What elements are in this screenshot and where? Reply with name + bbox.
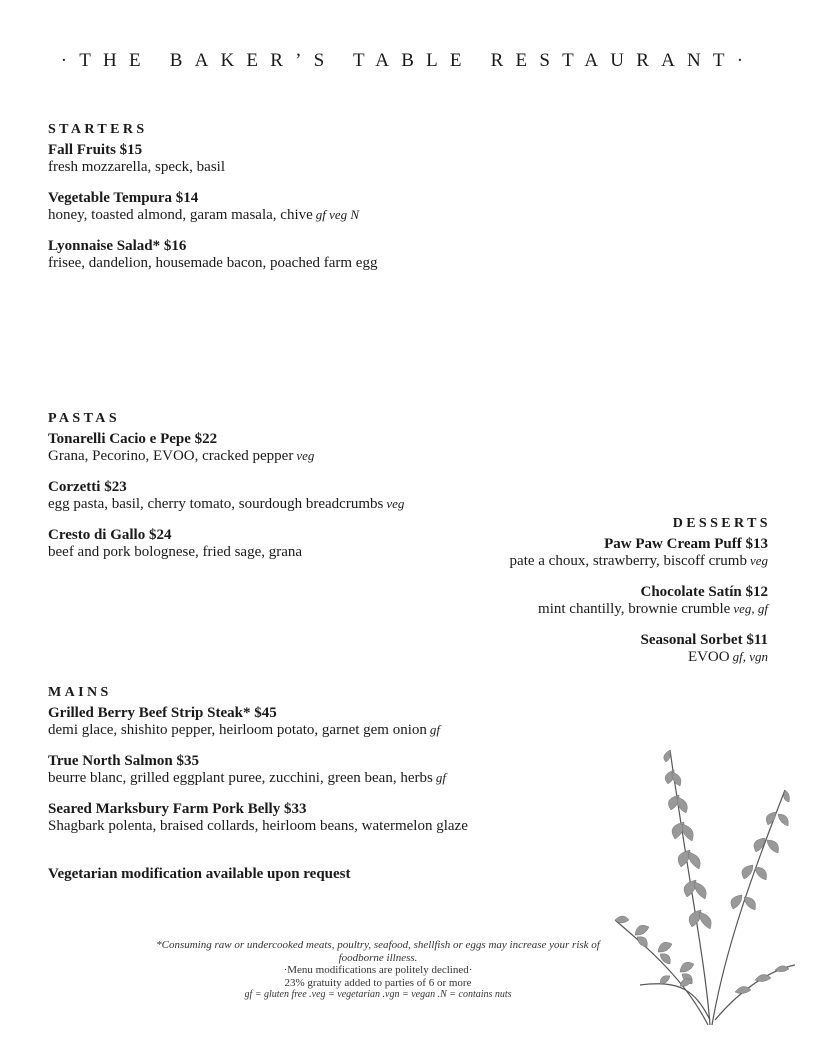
mains-heading: MAINS [48, 685, 112, 700]
item-desc: egg pasta, basil, cherry tomato, sourdough breadcrumbs veg [48, 496, 405, 512]
item-desc: beurre blanc, grilled eggplant puree, zucchini, green bean, herbs gf [48, 770, 446, 786]
item-desc: Grana, Pecorino, EVOO, cracked pepper veg [48, 448, 315, 464]
item-name: Grilled Berry Beef Strip Steak* $45 [48, 705, 277, 721]
menu-item [48, 479, 404, 512]
menu-item [48, 190, 380, 223]
item-name: Lyonnaise Salad* $16 [48, 238, 187, 254]
item-name: Corzetti $23 [48, 479, 127, 495]
item-name: True North Salmon $35 [48, 753, 199, 769]
restaurant-title: ·THE BAKER’S TABLE RESTAURANT· [60, 50, 756, 71]
item-desc: frisee, dandelion, housemade bacon, poached farm egg [48, 255, 378, 271]
fern-illustration [600, 730, 796, 1030]
dietary-tags: gf [435, 770, 446, 785]
item-name: Paw Paw Cream Puff $13 [604, 536, 768, 552]
starters-heading: STARTERS [48, 122, 148, 137]
dietary-tags: gf veg N [315, 207, 360, 222]
item-name: Tonarelli Cacio e Pepe $22 [48, 431, 218, 447]
item-desc: fresh mozzarella, speck, basil [48, 159, 226, 175]
footer [150, 939, 606, 1002]
menu-item [48, 705, 471, 738]
dietary-tags: veg [296, 448, 315, 463]
item-desc: demi glace, shishito pepper, heirloom potato, garnet gem onion gf [48, 722, 441, 738]
food-safety-warning: *Consuming raw or undercooked meats, poultry, seafood, shellfish or eggs may increase your risk of foodborne illness. [156, 939, 600, 964]
dietary-legend: gf = gluten free .veg = vegetarian .vgn = vegan .N = contains nuts [244, 989, 512, 1001]
desserts-heading: DESSERTS [672, 516, 771, 531]
menu-item [48, 142, 380, 175]
item-name: Seared Marksbury Farm Pork Belly $33 [48, 801, 307, 817]
modifications-policy: ·Menu modifications are politely declined· [283, 964, 473, 977]
item-name: Seasonal Sorbet $11 [640, 632, 768, 648]
dietary-tags: veg [749, 553, 768, 568]
item-name: Cresto di Gallo $24 [48, 527, 172, 543]
menu-item [48, 238, 380, 271]
dietary-tags: gf, vgn [732, 649, 768, 664]
item-desc: honey, toasted almond, garam masala, chive gf veg N [48, 207, 360, 223]
menu-item [400, 584, 768, 617]
dietary-tags: veg, gf [733, 601, 768, 616]
menu-item [48, 753, 471, 786]
gratuity-policy: 23% gratuity added to parties of 6 or more [284, 976, 472, 989]
item-name: Chocolate Satín $12 [640, 584, 768, 600]
menu-item [48, 527, 404, 560]
menu-item [48, 801, 471, 834]
starters-section [48, 122, 380, 286]
dietary-tags: gf [429, 722, 441, 737]
item-name: Vegetable Tempura $14 [48, 190, 199, 206]
desserts-section [400, 516, 771, 680]
menu-item [48, 431, 404, 464]
mains-section [48, 685, 471, 849]
pastas-heading: PASTAS [48, 411, 121, 426]
item-name: Fall Fruits $15 [48, 142, 143, 158]
item-desc: Shagbark polenta, braised collards, heirloom beans, watermelon glaze [48, 818, 468, 834]
vegetarian-note: Vegetarian modification available upon request [48, 866, 351, 882]
menu-item [400, 632, 768, 665]
item-desc: EVOO gf, vgn [687, 649, 768, 665]
item-desc: pate a choux, strawberry, biscoff crumb veg [509, 553, 768, 569]
pastas-section [48, 411, 404, 575]
dietary-tags: veg [386, 496, 405, 511]
item-desc: beef and pork bolognese, fried sage, grana [48, 544, 303, 560]
menu-item [400, 536, 768, 569]
item-desc: mint chantilly, brownie crumble veg, gf [538, 601, 768, 617]
